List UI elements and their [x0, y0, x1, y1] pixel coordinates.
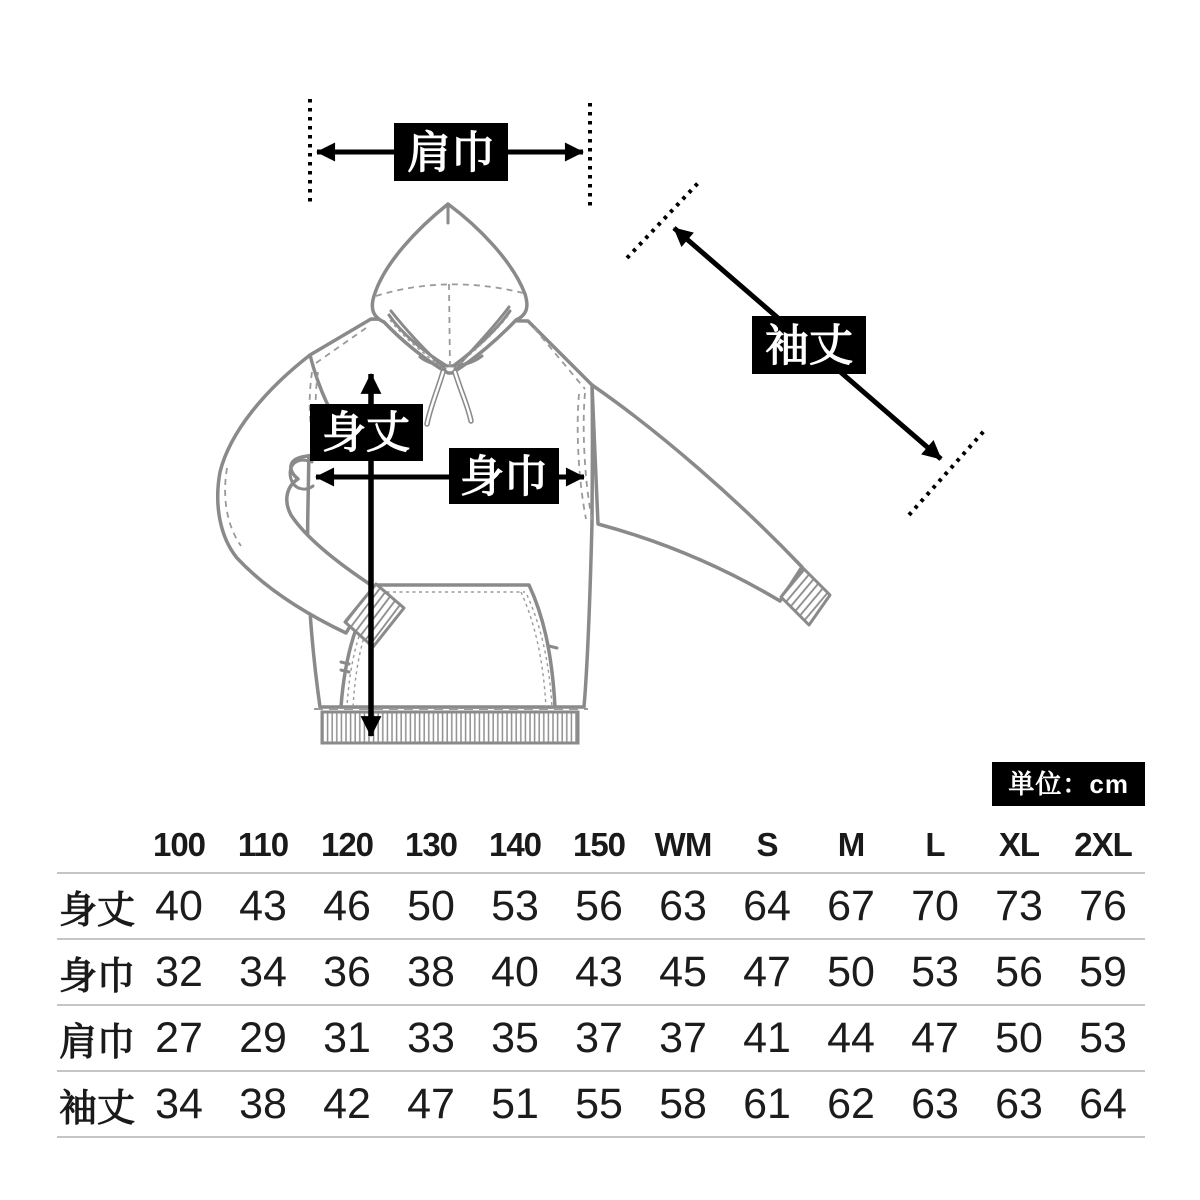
row-label: 袖丈 [59, 1087, 136, 1130]
size-cell: 37 [575, 1013, 623, 1062]
size-cell: 59 [1079, 947, 1127, 996]
size-cell: 29 [239, 1013, 287, 1062]
size-cell: 50 [995, 1013, 1043, 1062]
size-cell: 70 [911, 881, 959, 930]
unit-label-row [57, 762, 1145, 806]
size-column-header: 120 [320, 826, 374, 863]
sleeve-top-extent-line [627, 181, 700, 258]
sleeve-length-label: 袖丈 [765, 321, 853, 371]
size-cell: 61 [743, 1079, 791, 1128]
size-cell: 58 [659, 1079, 707, 1128]
size-cell: 50 [827, 947, 875, 996]
size-cell: 41 [743, 1013, 791, 1062]
size-column-header: M [837, 826, 865, 863]
size-column-header: XL [998, 826, 1040, 863]
size-cell: 27 [155, 1013, 203, 1062]
row-label: 身巾 [59, 955, 136, 998]
table-row-body-width [57, 940, 1145, 1006]
size-cell: 56 [575, 881, 623, 930]
row-label: 身丈 [59, 889, 136, 932]
size-cell: 47 [407, 1079, 455, 1128]
size-cell: 47 [911, 1013, 959, 1062]
size-cell: 73 [995, 881, 1043, 930]
size-column-header: WM [654, 826, 712, 863]
size-column-header: 110 [237, 826, 289, 863]
size-cell: 64 [743, 881, 791, 930]
size-table [57, 818, 1145, 1138]
size-cell: 40 [491, 947, 539, 996]
size-cell: 67 [827, 881, 875, 930]
right-sleeve [592, 385, 802, 601]
size-cell: 34 [239, 947, 287, 996]
size-cell: 62 [827, 1079, 875, 1128]
size-column-header: 2XL [1074, 826, 1132, 863]
size-cell: 53 [911, 947, 959, 996]
size-cell: 32 [155, 947, 203, 996]
size-cell: 55 [575, 1079, 623, 1128]
size-cell: 42 [323, 1079, 371, 1128]
size-cell: 38 [407, 947, 455, 996]
size-cell: 50 [407, 881, 455, 930]
body-length-label: 身丈 [322, 408, 410, 458]
unit-label: 単位：cm [992, 762, 1145, 806]
size-column-header: L [925, 826, 945, 863]
shoulder-width-label: 肩巾 [407, 128, 495, 178]
row-label: 肩巾 [59, 1021, 136, 1064]
size-cell: 40 [155, 881, 203, 930]
size-cell: 53 [1079, 1013, 1127, 1062]
shoulder-width-annotation [310, 99, 590, 208]
size-cell: 56 [995, 947, 1043, 996]
size-cell: 63 [911, 1079, 959, 1128]
table-row-shoulder-width [57, 1006, 1145, 1072]
size-cell: 64 [1079, 1079, 1127, 1128]
size-cell: 46 [323, 881, 371, 930]
table-row-body-length [57, 874, 1145, 940]
body-width-label: 身巾 [460, 452, 548, 502]
size-column-header: 140 [488, 826, 542, 863]
size-cell: 63 [659, 881, 707, 930]
size-cell: 38 [239, 1079, 287, 1128]
size-cell: 35 [491, 1013, 539, 1062]
size-column-header: S [756, 826, 778, 863]
size-column-header: 150 [572, 826, 626, 863]
size-cell: 51 [491, 1079, 539, 1128]
size-cell: 44 [827, 1013, 875, 1062]
size-cell: 43 [239, 881, 287, 930]
size-cell: 43 [575, 947, 623, 996]
size-cell: 45 [659, 947, 707, 996]
size-cell: 31 [323, 1013, 371, 1062]
size-cell: 33 [407, 1013, 455, 1062]
size-cell: 34 [155, 1079, 203, 1128]
size-cell: 76 [1079, 881, 1127, 930]
size-cell: 37 [659, 1013, 707, 1062]
size-cell: 63 [995, 1079, 1043, 1128]
size-cell: 47 [743, 947, 791, 996]
size-table-header-row [57, 818, 1145, 874]
hem-band [322, 712, 578, 743]
size-column-header: 130 [404, 826, 458, 863]
size-cell: 53 [491, 881, 539, 930]
size-column-header: 100 [152, 826, 206, 863]
table-row-sleeve-length [57, 1072, 1145, 1138]
size-cell: 36 [323, 947, 371, 996]
